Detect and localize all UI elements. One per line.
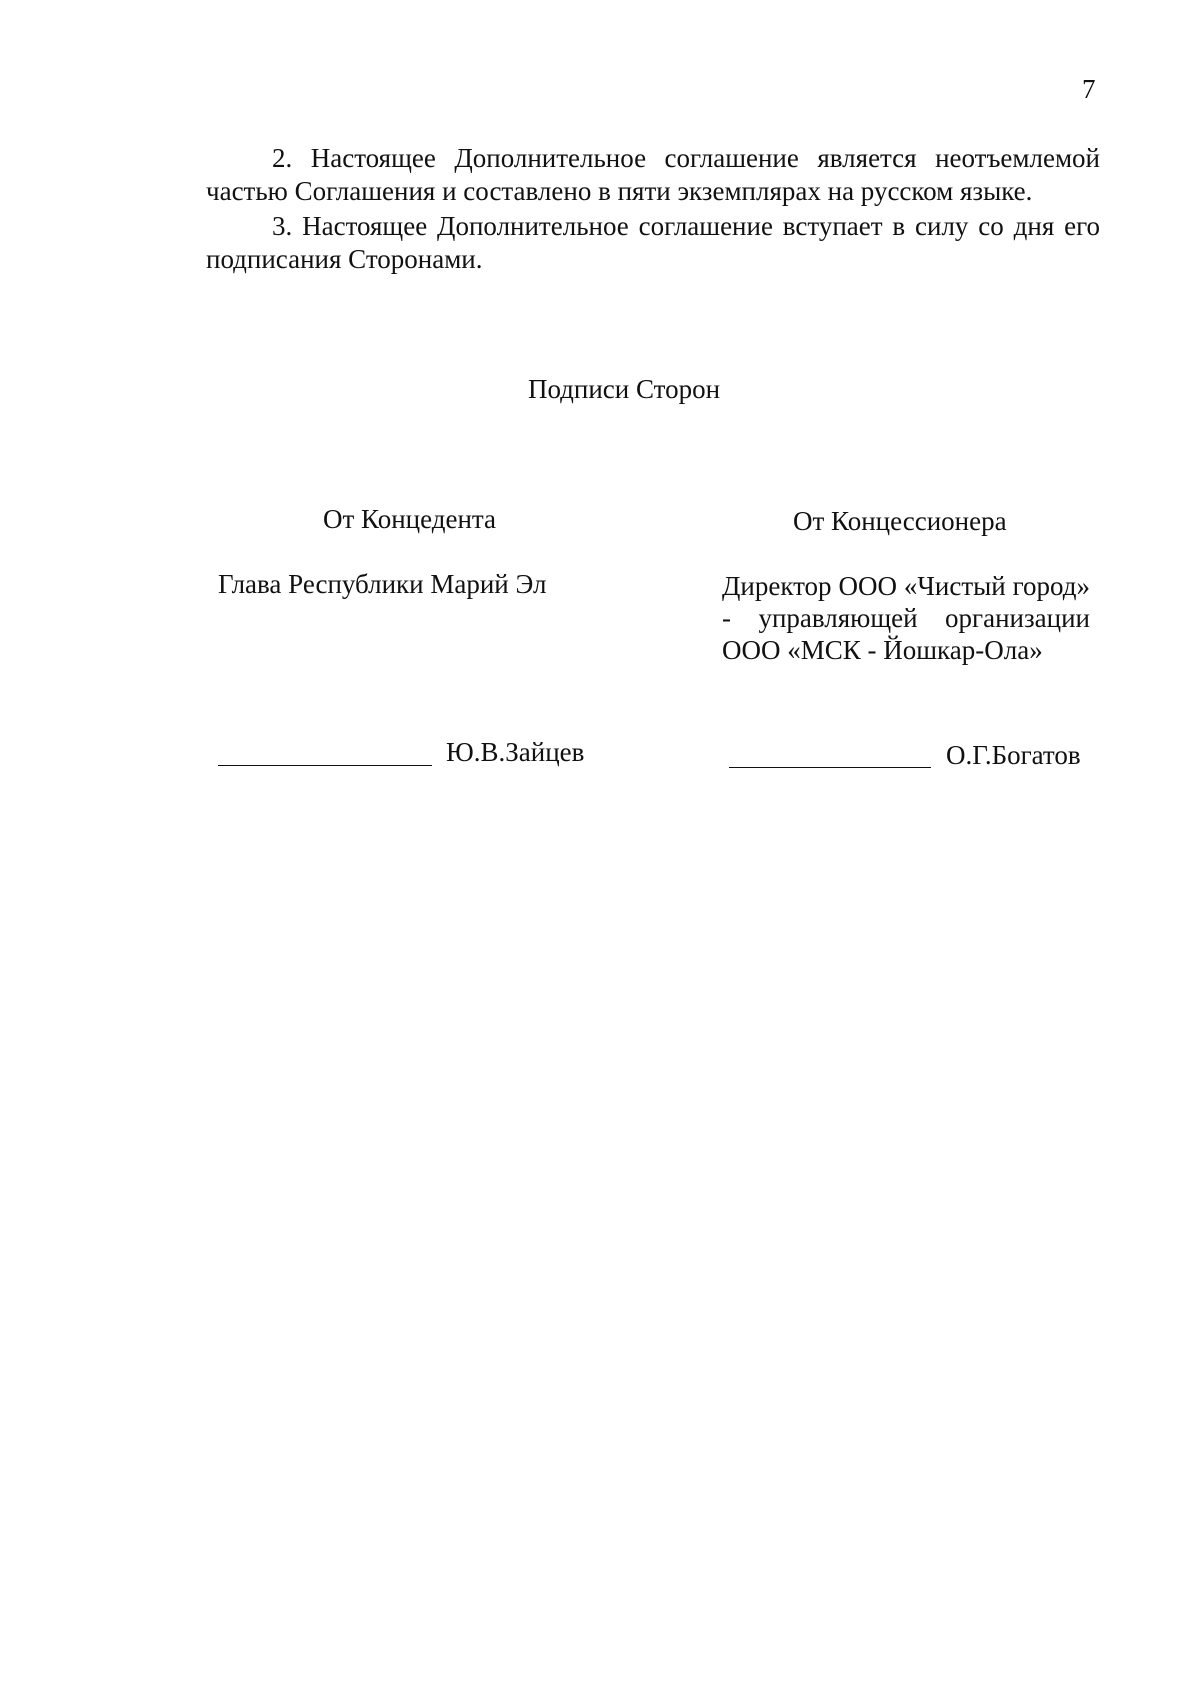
- concessionaire-position: Директор ООО «Чистый город» - управляющей организации ООО «МСК - Йошкар-Ола»: [722, 571, 1090, 665]
- concessionaire-heading: От Концессионера: [793, 506, 1007, 536]
- concessionaire-signatory-name: О.Г.Богатов: [946, 740, 1081, 770]
- page-number: 7: [1082, 74, 1096, 104]
- concedent-signature-line: [218, 765, 432, 766]
- concessionaire-signature-line: [729, 767, 931, 768]
- concedent-position: Глава Республики Марий Эл: [218, 569, 547, 599]
- concedent-heading: От Концедента: [323, 504, 497, 534]
- paragraph-3: 3. Настоящее Дополнительное соглашение вступает в силу со дня его подписания Сторонами.: [206, 211, 1100, 274]
- concedent-signatory-name: Ю.В.Зайцев: [446, 737, 585, 767]
- paragraph-2: 2. Настоящее Дополнительное соглашение является неотъемлемой частью Соглашения и составлено в пяти экземплярах на русском языке.: [206, 143, 1100, 206]
- signatures-title: Подписи Сторон: [527, 374, 721, 404]
